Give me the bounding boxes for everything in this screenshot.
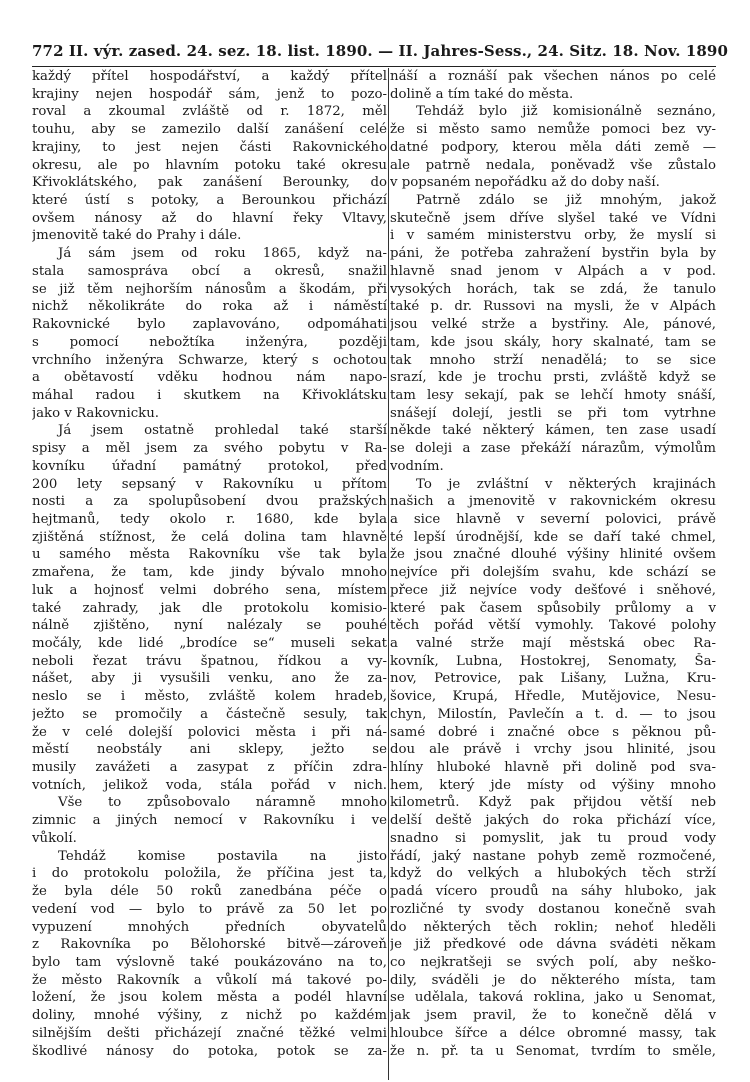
text-line: kovník, Lubna, Hostokrej, Senomaty, Ša- xyxy=(390,653,716,669)
text-line: dolině a tím také do města. xyxy=(390,86,574,102)
text-line: vodním. xyxy=(390,458,444,474)
text-line: jak jsem pravil, že to konečně dělá v xyxy=(390,1008,716,1024)
text-line: že v celé dolejší polovici města i při ná- xyxy=(32,724,387,740)
text-line: se doleji a zase překáží nárazům, výmolům xyxy=(390,441,716,457)
text-line: Tehdáž komise postavila na jisto xyxy=(58,848,387,864)
text-line: které pak časem spůsobily průlomy a v xyxy=(390,600,716,616)
text-line: náší a roznáší pak všechen nános po celé xyxy=(390,69,716,84)
text-line: že jsou značné dlouhé výšiny hlinité ovšem xyxy=(390,547,716,563)
text-line: co nejkratšeji se svých polí, aby neško- xyxy=(390,954,716,970)
text-line: jako v Rakovnicku. xyxy=(32,405,160,421)
text-line: i do protokolu položila, že příčina jest ta, xyxy=(32,866,387,882)
text-line: 200 lety sepsaný v Rakovníku u přítom xyxy=(32,476,387,492)
text-line: těch pořád větší vymohly. Takové polohy xyxy=(390,618,716,634)
text-line: do některých těch roklin; nehoť hleděli xyxy=(390,919,716,935)
text-line: nov, Petrovice, pak Lišany, Lužna, Kru- xyxy=(390,671,716,687)
text-line: To je zvláštní v některých krajinách xyxy=(416,476,716,492)
text-line: řádí, jaký nastane pohyb země rozmočené, xyxy=(390,848,716,864)
text-line: vůkolí. xyxy=(32,830,77,846)
text-line: Patrně zdálo se již mnohým, jakož xyxy=(416,193,716,209)
text-line: silnějším dešti přicházejí značné těžké velmi xyxy=(32,1025,387,1041)
text-line: Tehdáž bylo již komisionálně seznáno, xyxy=(416,104,716,120)
text-line: že byla déle 50 roků zanedbána péče o xyxy=(32,884,387,900)
text-line: když do velkých a hlubokých těch strží xyxy=(390,866,716,882)
column-divider xyxy=(388,68,389,1080)
text-line: nichž několikráte do roka až i náměstí xyxy=(32,299,387,315)
text-line: vrchního inženýra Schwarze, který s ochotou xyxy=(32,352,387,368)
text-line: snadno si pomyslit, jak tu proud vody xyxy=(390,830,716,846)
text-line: kovníku úřadní památný protokol, před xyxy=(32,458,387,474)
text-line: ložení, že jsou kolem města a podél hlavní xyxy=(32,990,387,1006)
text-line: Já jsem ostatně prohledal také starší xyxy=(58,423,387,439)
text-line: někde také některý kámen, ten zase usadí xyxy=(390,423,716,439)
text-line: nášet, aby ji vysušili venku, ano že za- xyxy=(32,671,387,687)
text-line: okresu, ale po hlavním potoku také okresu xyxy=(32,157,387,173)
text-line: delší deště jakých do roka přichází více, xyxy=(390,813,716,829)
text-line: krajiny, to jest nejen části Rakovnického xyxy=(32,139,387,155)
text-line: je již předkové ode dávna svádėti někam xyxy=(390,937,716,953)
text-line: dily, sváděli je do některého místa, tam xyxy=(390,972,716,988)
text-line: s pomocí nebožtíka inženýra, později xyxy=(32,334,387,350)
text-line: bylo tam výslovně také poukázováno na to, xyxy=(32,954,387,970)
text-line: a valné strže mají městská obec Ra- xyxy=(390,636,716,651)
text-line: hlavně snad jenom v Alpách a v pod. xyxy=(390,263,716,279)
text-line: přece již nejvíce vody dešťové i sněhové, xyxy=(390,582,716,598)
text-line: Rakovnické bylo zaplavováno, odpomáhati xyxy=(32,317,387,333)
text-line: zjištěná stížnost, že celá dolina tam hlavně xyxy=(32,529,387,545)
text-line: chyn, Milostín, Pavlečín a t. d. — to jsou xyxy=(390,706,716,722)
text-line: hem, který jde místy od výšiny mnoho xyxy=(390,777,716,793)
text-line: jmenovitě také do Prahy i dále. xyxy=(32,228,242,244)
text-line: našich a jmenovitě v rakovnickém okresu xyxy=(390,494,716,510)
text-line: luk a hojnosť velmi dobrého sena, místem xyxy=(32,582,387,598)
text-line: tak mnoho strží nenadělá; to se sice xyxy=(390,352,716,368)
text-line: neboli řezat trávu špatnou, řídkou a vy- xyxy=(32,653,387,669)
text-line: ježto se promočily a částečně sesuly, tak xyxy=(32,706,387,722)
text-line: nosti a za spolupůsobení dvou pražských xyxy=(32,494,387,510)
right-column xyxy=(390,68,716,1060)
text-line: močály, kde lidé „brodíce se“ museli sekat xyxy=(32,636,387,651)
text-line: zmařena, že tam, kde jindy bývalo mnoho xyxy=(32,565,387,581)
text-line: rozličné ty svody dostanou konečně svah xyxy=(390,901,716,917)
text-line: snášejí dolejí, jestli se při tom vytrhne xyxy=(390,405,716,421)
text-line: v popsaném nepořádku až do doby naší. xyxy=(390,175,660,191)
text-line: ovšem nánosy až do hlavní řeky Vltavy, xyxy=(32,210,387,226)
text-line: a obětavostí vděku hodnou nám napo- xyxy=(32,370,387,386)
text-line: vypuzení mnohých předních obyvatelů xyxy=(32,919,387,935)
text-line: že město Rakovník a vůkolí má takové po- xyxy=(32,972,387,988)
text-line: tam, kde jsou skály, hory skalnaté, tam se xyxy=(390,334,716,350)
text-line: každý přítel hospodářství, a každý přítel xyxy=(32,69,387,84)
text-line: ale patrně nedala, poněvadž vše zůstalo xyxy=(390,157,716,173)
text-line: neslo se i město, zvláště kolem hradeb, xyxy=(32,689,387,705)
page-header: 772 II. výr. zased. 24. sez. 18. list. 1890. — II. Jahres-Sess., 24. Sitz. 18. Nov. 1890 xyxy=(32,42,729,60)
text-line: stala samospráva obcí a okresů, snažil xyxy=(32,263,387,279)
text-line: roval a zkoumal zvláště od r. 1872, měl xyxy=(32,104,387,120)
text-line: Křivoklátského, pak zanášení Berounky, do xyxy=(32,175,387,191)
text-line: že n. př. ta u Senomat, tvrdím to směle, xyxy=(390,1043,716,1059)
text-line: spisy a měl jsem za svého pobytu v Ra- xyxy=(32,441,387,457)
text-line: a sice hlavně v severní polovici, právě xyxy=(390,511,716,527)
text-line: zimnic a jiných nemocí v Rakovníku i ve xyxy=(32,813,387,829)
text-line: kilometrů. Když pak přijdou větší neb xyxy=(390,795,716,811)
text-line: touhu, aby se zamezilo další zanášení celé xyxy=(32,122,387,138)
text-line: samé dobré i značné obce s pěknou pů- xyxy=(390,724,716,740)
text-line: hlíny hluboké hlavně při dolině pod sva- xyxy=(390,760,716,776)
text-line: padá vícero proudů na sáhy hluboko, jak xyxy=(390,884,716,900)
text-line: se již těm nejhorším nánosům a škodám, při xyxy=(32,281,387,297)
text-line: Já sám jsem od roku 1865, když na- xyxy=(58,246,387,262)
text-line: městí neobstály ani sklepy, ježto se xyxy=(32,742,387,758)
text-line: také zahrady, jak dle protokolu komisio- xyxy=(32,600,387,616)
text-line: škodlivé nánosy do potoka, potok se za- xyxy=(32,1043,387,1059)
text-line: tam lesy sekají, pak se lehčí hmoty snáší, xyxy=(390,387,716,403)
text-line: jsou velké strže a bystřiny. Ale, pánové, xyxy=(390,317,716,333)
text-line: šovice, Krupá, Hředle, Mutějovice, Nesu- xyxy=(390,689,716,705)
text-line: doliny, mnohé výšiny, z nichž po každém xyxy=(32,1008,387,1024)
header-rule xyxy=(32,66,716,67)
text-line: votních, jelikož voda, stála pořád v nich. xyxy=(32,777,387,793)
text-line: hloubce šířce a délce obromné massy, tak xyxy=(390,1025,716,1041)
text-line: datné podpory, kterou měla dáti země — xyxy=(390,139,716,155)
text-line: páni, že potřeba zahražení bystřin byla by xyxy=(390,246,716,262)
text-line: které ústí s potoky, a Berounkou přichází xyxy=(32,193,387,209)
text-line: vedení vod — bylo to právě za 50 let po xyxy=(32,901,387,917)
text-line: vysokých horách, tak se zdá, že tanulo xyxy=(390,281,716,297)
text-line: nejvíce při dolejším svahu, kde schází se xyxy=(390,565,716,581)
text-line: i v samém ministerstvu orby, že myslí si xyxy=(390,228,716,244)
text-line: že si město samo nemůže pomoci bez vy- xyxy=(390,122,716,138)
text-line: máhal radou i skutkem na Křivoklátsku xyxy=(32,387,387,403)
text-line: srazí, kde je trochu prsti, zvláště když se xyxy=(390,370,716,386)
text-line: krajiny nejen hospodář sám, jenž to pozo- xyxy=(32,86,387,102)
text-line: dou ale právě i vrchy jsou hlinité, jsou xyxy=(390,742,716,758)
text-line: hejtmanů, tedy okolo r. 1680, kde byla xyxy=(32,511,387,527)
text-line: také p. dr. Russovi na mysli, že v Alpách xyxy=(390,299,716,315)
left-column xyxy=(32,68,387,1060)
text-line: se udělala, taková roklina, jako u Senomat, xyxy=(390,990,716,1006)
text-line: z Rakovníka po Bělohorské bitvě—zároveň xyxy=(32,937,387,953)
text-line: u samého města Rakovníku vše tak byla xyxy=(32,547,387,563)
text-line: Vše to způsobovalo náramně mnoho xyxy=(58,795,387,811)
text-line: skutečně jsem dříve slyšel také ve Vídni xyxy=(390,210,716,226)
text-line: musily zavážeti a zasypat z příčin zdra- xyxy=(32,760,387,776)
text-line: té lepší úrodnější, kde se daří také chmel, xyxy=(390,529,716,545)
text-line: nálně zjištěno, nyní nalézaly se pouhé xyxy=(32,618,387,634)
